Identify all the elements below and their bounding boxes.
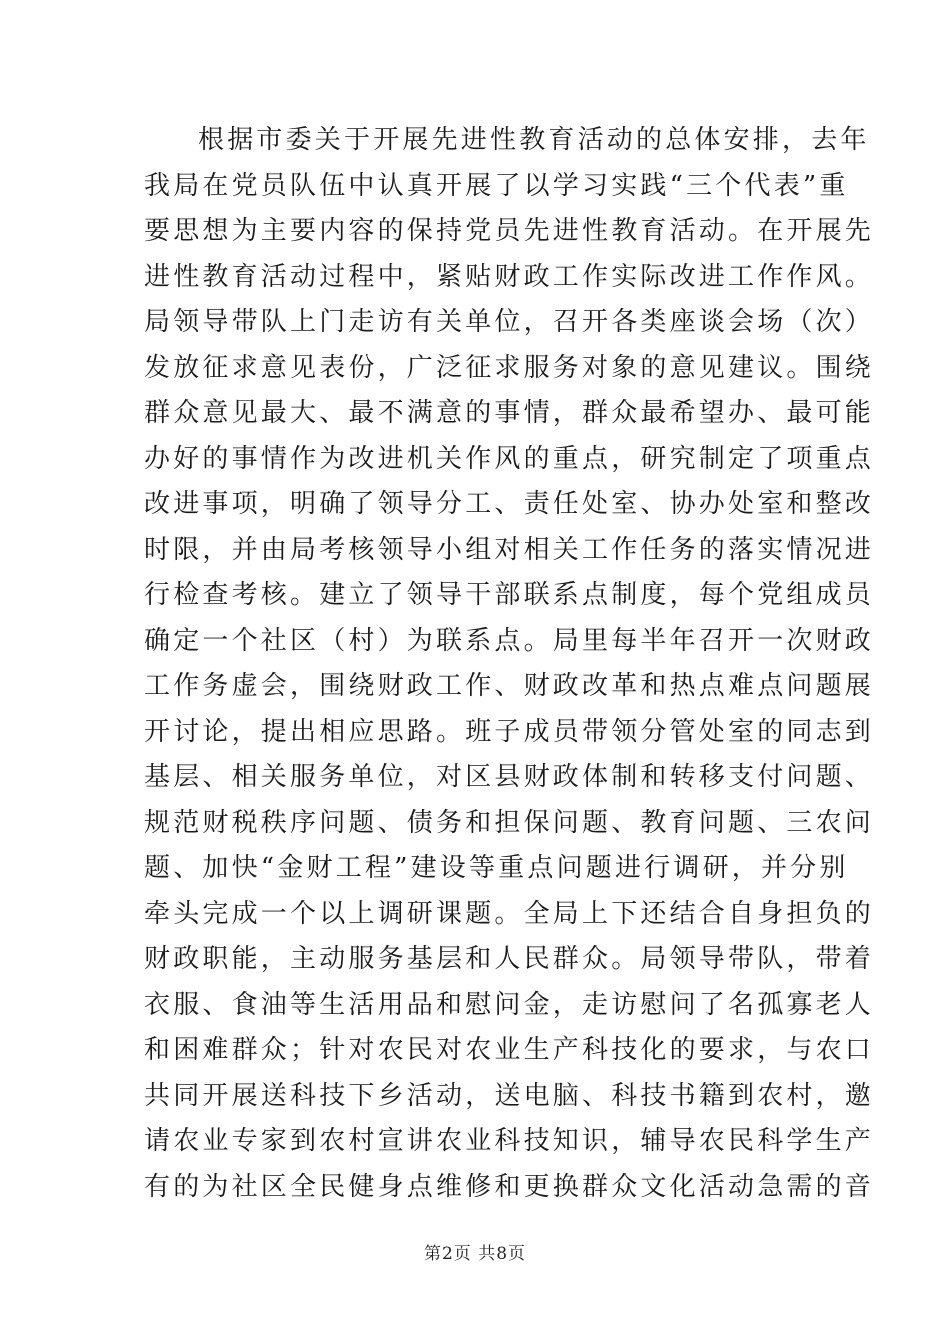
paragraph-line: 工作务虚会，围绕财政工作、财政改革和热点难点问题展 xyxy=(144,671,875,701)
paragraph-line: 群众意见最大、最不满意的事情，群众最希望办、最可能 xyxy=(144,398,875,428)
paragraph-line: 局领导带队上门走访有关单位，召开各类座谈会场（次） xyxy=(144,307,875,337)
paragraph-line: 确定一个社区（村）为联系点。局里每半年召开一次财政 xyxy=(144,625,875,656)
paragraph-line: 规范财税秩序问题、债务和担保问题、教育问题、三农问 xyxy=(144,807,875,838)
paragraph-line: 衣服、食油等生活用品和慰问金，走访慰问了名孤寡老人 xyxy=(144,989,875,1020)
paragraph-line: 财政职能，主动服务基层和人民群众。局领导带队，带着 xyxy=(144,944,875,974)
paragraph-line: 题、加快“金财工程”建设等重点问题进行调研，并分别 xyxy=(144,853,849,883)
paragraph-line: 进性教育活动过程中，紧贴财政工作实际改进工作作风。 xyxy=(144,261,875,292)
paragraph-line: 要思想为主要内容的保持党员先进性教育活动。在开展先 xyxy=(144,216,875,246)
paragraph-line: 时限，并由局考核领导小组对相关工作任务的落实情况进 xyxy=(144,534,875,565)
paragraph-line: 发放征求意见表份，广泛征求服务对象的意见建议。围绕 xyxy=(144,352,875,383)
paragraph-line: 改进事项，明确了领导分工、责任处室、协办处室和整改 xyxy=(144,489,875,519)
body-paragraph xyxy=(144,118,875,1210)
paragraph-line: 请农业专家到农村宣讲农业科技知识，辅导农民科学生产 xyxy=(144,1126,875,1156)
paragraph-line: 共同开展送科技下乡活动，送电脑、科技书籍到农村，邀 xyxy=(144,1080,875,1111)
paragraph-line: 有的为社区全民健身点维修和更换群众文化活动急需的音 xyxy=(144,1171,875,1202)
paragraph-line: 牵头完成一个以上调研课题。全局上下还结合自身担负的 xyxy=(144,898,875,929)
page-number-footer: 第2页 共8页 xyxy=(423,1244,527,1264)
paragraph-line: 开讨论，提出相应思路。班子成员带领分管处室的同志到 xyxy=(144,716,875,747)
paragraph-line: 行检查考核。建立了领导干部联系点制度，每个党组成员 xyxy=(144,580,875,610)
paragraph-line: 基层、相关服务单位，对区县财政体制和转移支付问题、 xyxy=(144,762,875,792)
paragraph-line: 根据市委关于开展先进性教育活动的总体安排，去年 xyxy=(198,125,870,155)
paragraph-line: 办好的事情作为改进机关作风的重点，研究制定了项重点 xyxy=(144,443,875,474)
paragraph-line: 和困难群众；针对农民对农业生产科技化的要求，与农口 xyxy=(144,1035,875,1065)
paragraph-line: 我局在党员队伍中认真开展了以学习实践“三个代表”重 xyxy=(144,170,849,201)
